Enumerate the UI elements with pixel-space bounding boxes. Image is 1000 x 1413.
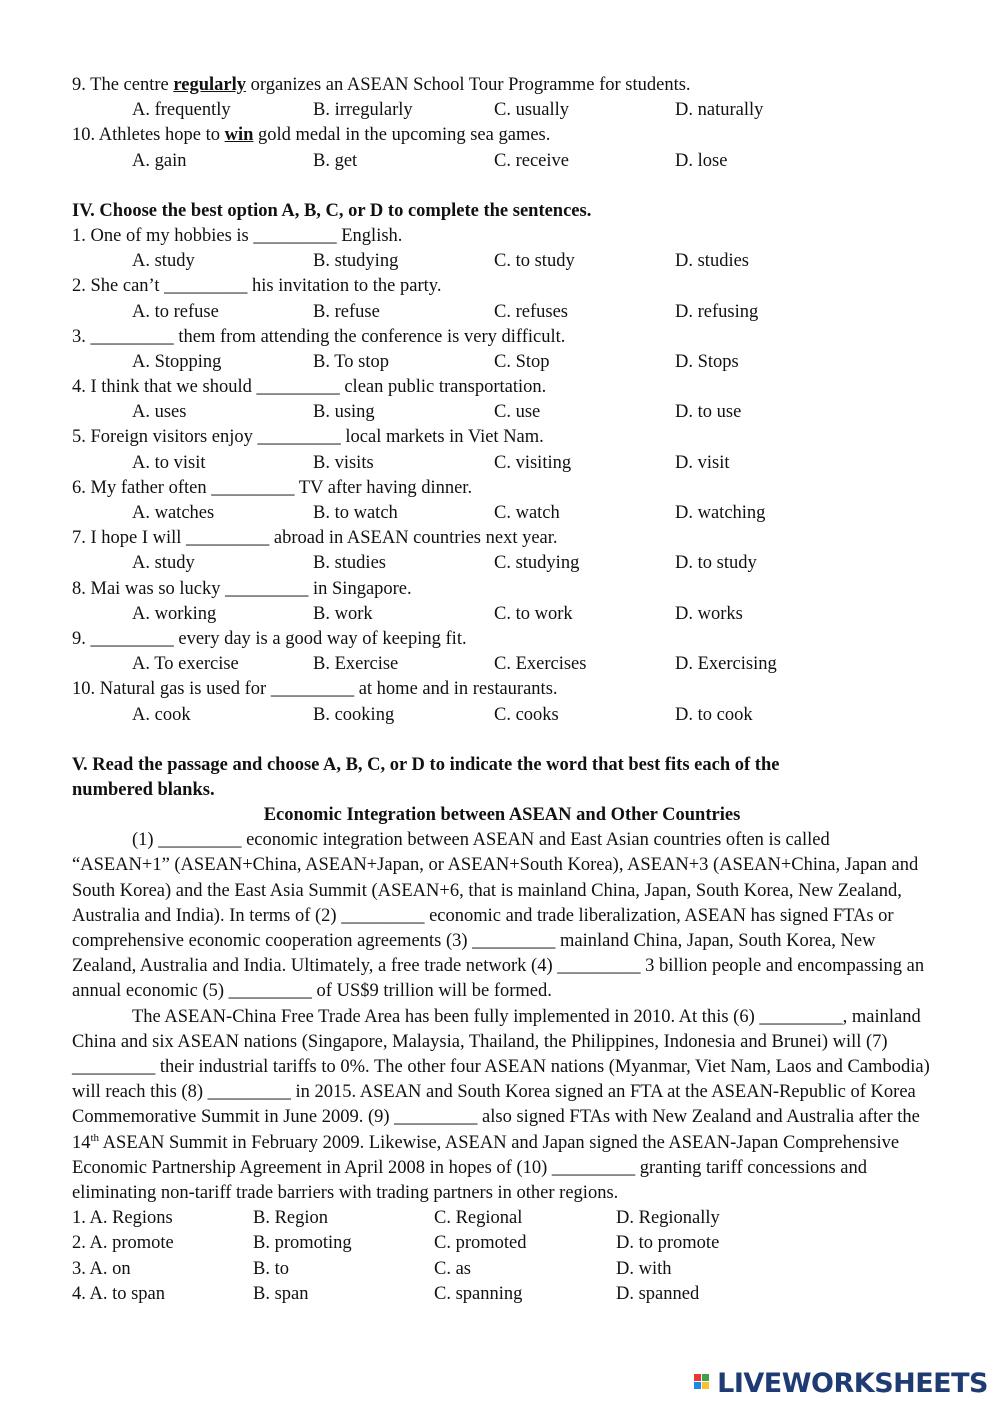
option-d[interactable]: D. Regionally	[616, 1208, 720, 1229]
option-a[interactable]: 4. A. to span	[72, 1283, 166, 1304]
option-b[interactable]: B. using	[313, 402, 375, 423]
option-c[interactable]: C. to work	[494, 603, 573, 624]
option-c[interactable]: C. receive	[494, 150, 569, 171]
option-a[interactable]: A. cook	[132, 704, 191, 725]
section-4-heading: IV. Choose the best option A, B, C, or D to complete the sentences.	[72, 200, 592, 221]
target-word: win	[224, 125, 254, 146]
logo-mark-icon	[694, 1372, 714, 1396]
option-c[interactable]: C. watch	[494, 503, 560, 523]
option-b[interactable]: B. get	[313, 150, 358, 171]
option-d[interactable]: D. lose	[675, 150, 728, 171]
option-b[interactable]: B. refuse	[313, 301, 380, 322]
option-b[interactable]: B. work	[313, 603, 373, 624]
option-d[interactable]: D. studies	[675, 251, 749, 272]
question-4-9: 9. _________ every day is a good way of keeping fit.	[72, 628, 467, 649]
option-b[interactable]: B. Region	[253, 1208, 329, 1229]
option-a[interactable]: A. uses	[132, 402, 187, 423]
option-a[interactable]: A. working	[132, 603, 217, 624]
option-a[interactable]: A. Stopping	[132, 351, 222, 372]
passage-title: Economic Integration between ASEAN and Other Countries	[263, 805, 741, 826]
question-4-2: 2. She can’t _________ his invitation to the party.	[72, 276, 442, 297]
options-4-4	[72, 400, 932, 425]
options-3-9	[72, 98, 932, 123]
option-c[interactable]: C. usually	[494, 100, 570, 121]
logo-square	[702, 1374, 709, 1381]
options-4-9	[72, 652, 932, 677]
options-4-8	[72, 602, 932, 627]
option-b[interactable]: B. studies	[313, 553, 386, 574]
option-d[interactable]: D. spanned	[616, 1283, 700, 1304]
options-4-3	[72, 350, 932, 375]
option-b[interactable]: B. visits	[313, 452, 374, 473]
question-3-10: 10. Athletes hope to win gold medal in the upcoming sea games.	[72, 125, 551, 146]
option-d[interactable]: D. refusing	[675, 301, 759, 322]
passage-answer-row-1	[72, 1206, 932, 1231]
section-5-heading-line-2: numbered blanks.	[72, 779, 215, 800]
option-b[interactable]: B. studying	[313, 251, 399, 272]
question-4-3: 3. _________ them from attending the conference is very difficult.	[72, 326, 566, 347]
option-b[interactable]: B. to	[253, 1258, 289, 1279]
question-4-10: 10. Natural gas is used for _________ at home and in restaurants.	[72, 679, 558, 700]
logo-text: LIVEWORKSHEETS	[717, 1368, 988, 1400]
option-d[interactable]: D. Exercising	[675, 654, 777, 675]
option-c[interactable]: C. to study	[494, 251, 575, 272]
option-c[interactable]: C. studying	[494, 553, 580, 574]
option-a[interactable]: A. study	[132, 553, 195, 574]
option-c[interactable]: C. Regional	[434, 1208, 523, 1229]
option-a[interactable]: 2. A. promote	[72, 1233, 174, 1254]
option-c[interactable]: C. use	[494, 402, 541, 423]
options-4-10	[72, 703, 932, 728]
section-4-questions	[72, 224, 932, 728]
option-d[interactable]: D. with	[616, 1258, 672, 1279]
option-b[interactable]: B. to watch	[313, 503, 398, 523]
question-4-1: 1. One of my hobbies is _________ English.	[72, 225, 403, 246]
option-c[interactable]: C. cooks	[494, 704, 559, 725]
question-4-5: 5. Foreign visitors enjoy _________ local markets in Viet Nam.	[72, 427, 544, 448]
option-c[interactable]: C. Stop	[494, 351, 550, 372]
target-word: regularly	[173, 75, 246, 95]
option-d[interactable]: D. to study	[675, 553, 757, 574]
liveworksheets-logo	[694, 1367, 988, 1401]
logo-square	[694, 1382, 701, 1389]
options-4-6	[72, 501, 932, 526]
options-4-7	[72, 551, 932, 576]
option-c[interactable]: C. refuses	[494, 301, 568, 322]
option-d[interactable]: D. works	[675, 603, 743, 624]
option-a[interactable]: 1. A. Regions	[72, 1208, 173, 1229]
option-a[interactable]: A. To exercise	[132, 654, 239, 675]
option-b[interactable]: B. To stop	[313, 351, 389, 372]
option-c[interactable]: C. Exercises	[494, 654, 587, 675]
question-4-6: 6. My father often _________ TV after having dinner.	[72, 477, 473, 498]
passage-paragraph-1: (1) _________ economic integration between ASEAN and East Asian countries often is called “ASEAN+1” (ASEAN+China, ASEAN+Japan, or ASEAN+South Korea), ASEAN+3 (ASEAN+China, Japan and South Korea) and the East Asia Summit (ASEAN+6, that is mainland China, Japan, South Korea, New Zealand, Australia and India). In terms of (2) _________ economic and trade liberalization, ASEAN has signed FTAs or comprehensive economic cooperation agreements (3) _________ mainland China, Japan, South Korea, New Zealand, Australia and India. Ultimately, a free trade network (4) _________ 3 billion people and encompassing an annual economic (5) _________ of US$9 trillion will be formed.	[72, 830, 925, 1002]
option-c[interactable]: C. promoted	[434, 1233, 527, 1254]
option-b[interactable]: B. irregularly	[313, 100, 413, 121]
option-a[interactable]: A. to refuse	[132, 301, 219, 322]
passage-answer-row-3	[72, 1257, 932, 1282]
option-d[interactable]: D. watching	[675, 503, 766, 523]
option-a[interactable]: A. frequently	[132, 100, 231, 121]
logo-square	[702, 1382, 709, 1389]
option-a[interactable]: A. watches	[132, 503, 215, 523]
question-3-9: 9. The centre regularly organizes an ASEAN School Tour Programme for students.	[72, 75, 691, 95]
option-b[interactable]: B. promoting	[253, 1233, 352, 1254]
option-c[interactable]: C. spanning	[434, 1283, 523, 1304]
option-d[interactable]: D. to cook	[675, 704, 753, 725]
passage-answer-row-4	[72, 1282, 932, 1307]
option-a[interactable]: A. to visit	[132, 452, 206, 473]
worksheet-page	[72, 73, 932, 1307]
option-b[interactable]: B. cooking	[313, 704, 395, 725]
question-4-7: 7. I hope I will _________ abroad in ASEAN countries next year.	[72, 528, 558, 549]
options-4-1	[72, 249, 932, 274]
option-a[interactable]: A. gain	[132, 150, 187, 171]
options-4-2	[72, 300, 932, 325]
passage-answer-options	[72, 1206, 932, 1307]
passage-paragraph-2: The ASEAN-China Free Trade Area has been fully implemented in 2010. At this (6) _________, mainland China and six ASEAN nations (Singapore, Malaysia, Thailand, the Philippines, Indonesia and Brunei) will (7) _________ their industrial tariffs to 0%. The other four ASEAN nations (Myanmar, Viet Nam, Laos and Cambodia) will reach this (8) _________ in 2015. ASEAN and South Korea signed an FTA at the ASEAN-Republic of Korea Commemorative Summit in June 2009. (9) _________ also signed FTAs with New Zealand and Australia after the 14th ASEAN Summit in February 2009. Likewise, ASEAN and Japan signed the ASEAN-Japan Comprehensive Economic Partnership Agreement in April 2008 in hopes of (10) _________ granting tariff concessions and eliminating non-tariff trade barriers with trading partners in other regions.	[72, 1006, 930, 1204]
option-c[interactable]: C. as	[434, 1258, 471, 1279]
option-d[interactable]: D. to use	[675, 402, 742, 423]
passage-answer-row-2	[72, 1231, 932, 1256]
section-5-heading-line-1: V. Read the passage and choose A, B, C, or D to indicate the word that best fits each of the	[72, 754, 780, 775]
option-b[interactable]: B. span	[253, 1283, 309, 1304]
option-d[interactable]: D. to promote	[616, 1233, 720, 1254]
option-d[interactable]: D. Stops	[675, 351, 739, 372]
option-d[interactable]: D. visit	[675, 452, 730, 473]
option-a[interactable]: A. study	[132, 251, 195, 272]
logo-square	[694, 1374, 701, 1381]
question-4-4: 4. I think that we should _________ clean public transportation.	[72, 377, 547, 398]
options-3-10	[72, 149, 932, 174]
option-b[interactable]: B. Exercise	[313, 654, 399, 675]
option-c[interactable]: C. visiting	[494, 452, 572, 473]
options-4-5	[72, 451, 932, 476]
option-d[interactable]: D. naturally	[675, 100, 764, 121]
question-4-8: 8. Mai was so lucky _________ in Singapore.	[72, 578, 412, 599]
option-a[interactable]: 3. A. on	[72, 1258, 131, 1279]
